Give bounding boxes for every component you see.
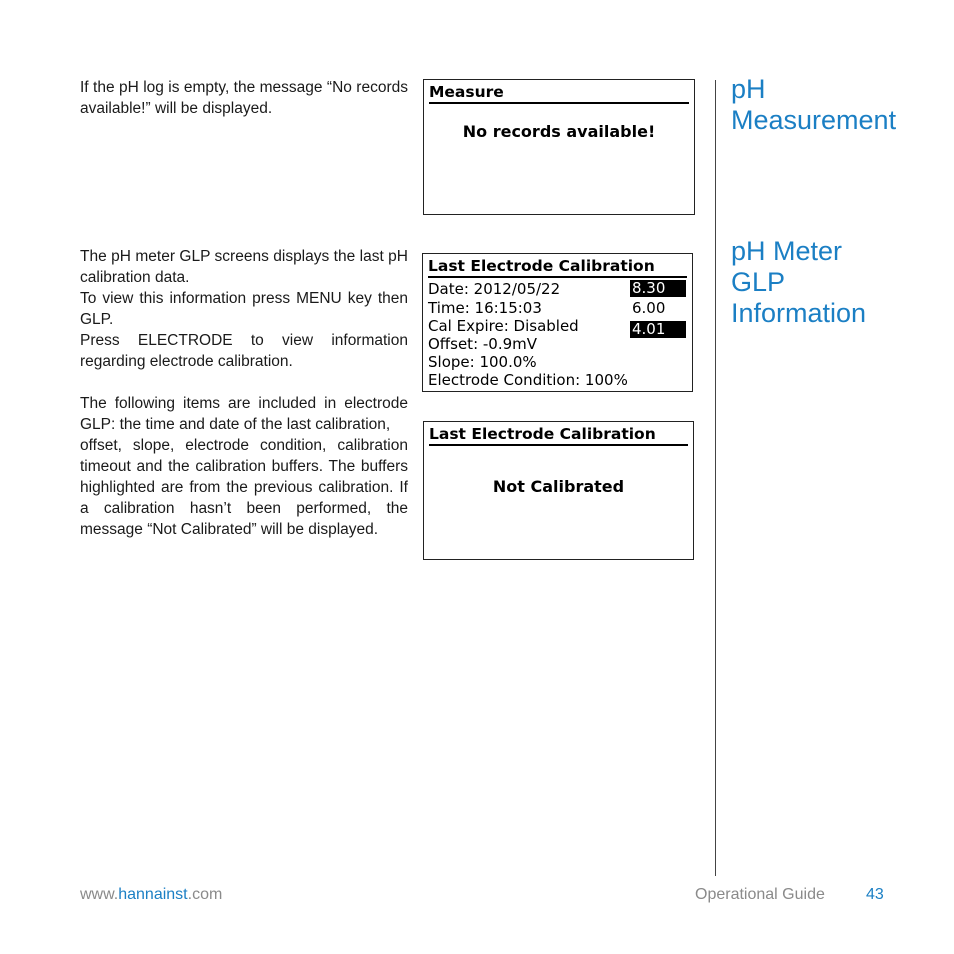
glp-paragraph: Press ELECTRODE to view information regarding electrode calibration.	[80, 332, 408, 370]
no-records-message: No records available!	[462, 122, 656, 141]
vertical-divider	[715, 80, 716, 876]
footer-guide-title: Operational Guide	[695, 886, 825, 903]
url-prefix: www.	[80, 886, 119, 903]
glp-time-line: Time: 16:15:03	[428, 299, 542, 317]
empty-log-text: If the pH log is empty, the message “No records available!” will be displayed.	[80, 79, 408, 117]
not-calibrated-screen	[423, 421, 694, 560]
measure-screen-header: Measure	[429, 82, 689, 104]
glp-paragraph: The pH meter GLP screens displays the last pH calibration data.	[80, 248, 408, 286]
buffer-value-highlighted: 8.30	[630, 280, 686, 297]
side-title-line: Information	[731, 298, 867, 328]
page-number: 43	[866, 886, 884, 903]
glp-paragraph: The following items are included in electrode GLP: the time and date of the last calibration,	[80, 395, 408, 433]
url-suffix: .com	[187, 886, 223, 903]
not-calibrated-screen-header: Last Electrode Calibration	[429, 424, 688, 446]
url-brand: hannainst	[118, 886, 188, 903]
not-calibrated-message: Not Calibrated	[492, 477, 625, 496]
side-title-line: GLP	[731, 267, 786, 297]
side-title-line: pH Meter	[731, 236, 843, 266]
buffer-value: 6.00	[632, 299, 666, 317]
glp-offset-line: Offset: -0.9mV	[428, 335, 538, 353]
glp-date-line: Date: 2012/05/22	[428, 280, 561, 298]
glp-paragraphs	[80, 246, 408, 540]
side-title-ph-measurement	[731, 74, 896, 136]
glp-calibration-screen	[422, 253, 693, 392]
footer-website-link[interactable]	[80, 886, 222, 904]
side-title-line: Measurement	[731, 105, 897, 135]
empty-log-paragraph	[80, 77, 408, 119]
glp-electrode-condition-line: Electrode Condition: 100%	[428, 371, 628, 389]
side-title-glp-information	[731, 236, 866, 329]
glp-screen-header: Last Electrode Calibration	[428, 256, 687, 278]
glp-paragraph: To view this information press MENU key then GLP.	[80, 290, 408, 328]
glp-slope-line: Slope: 100.0%	[428, 353, 537, 371]
side-title-line: pH	[731, 74, 766, 104]
glp-paragraph: offset, slope, electrode condition, calibration timeout and the calibration buffers. The buffers highlighted are from the previous calibration. If a calibration hasn’t been performed, the message “Not Calibrated” will be displayed.	[80, 437, 408, 538]
measure-screen	[423, 79, 695, 215]
glp-cal-expire-line: Cal Expire: Disabled	[428, 317, 579, 335]
buffer-value-highlighted: 4.01	[630, 321, 686, 338]
